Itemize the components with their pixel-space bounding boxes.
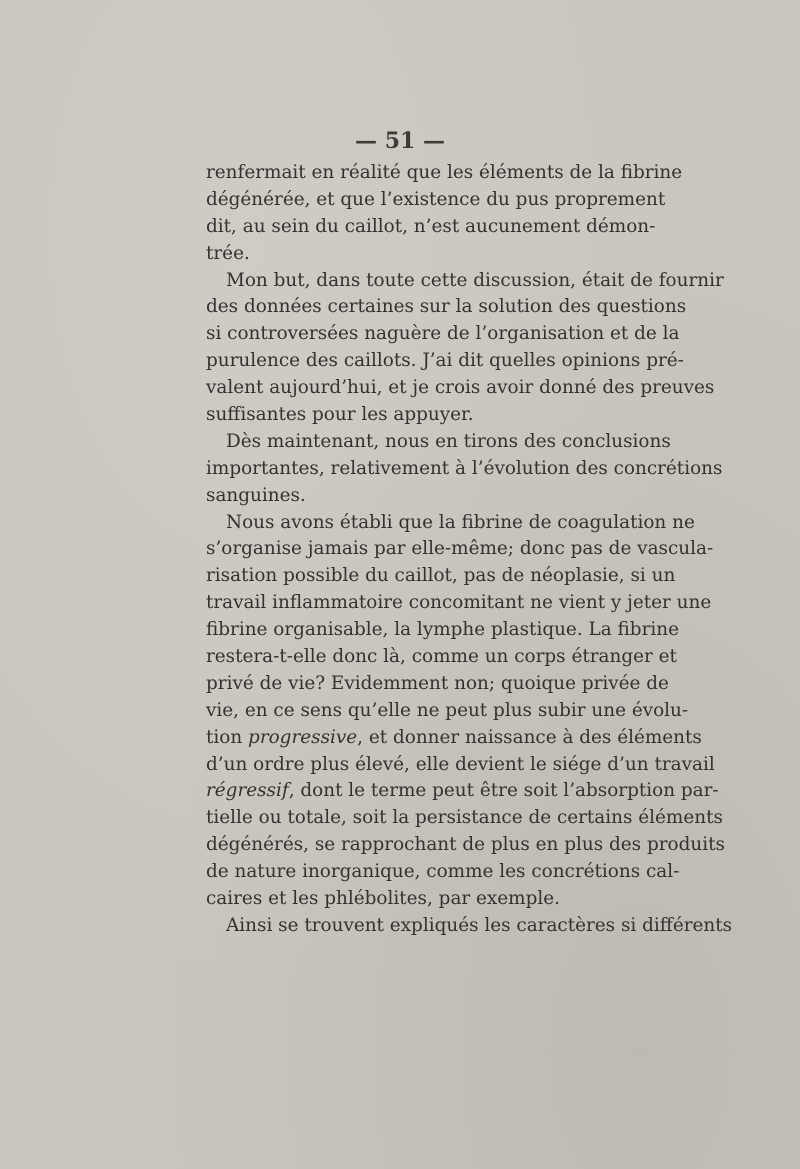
text-line: tielle ou totale, soit la persistance de certains éléments	[206, 807, 723, 829]
text-line: fibrine organisable, la lymphe plastique. La fibrine	[206, 619, 679, 641]
text-line: dégénérée, et que l’existence du pus proprement	[206, 188, 666, 210]
text-line: si controversées naguère de l’organisation et de la	[206, 323, 680, 345]
text-line	[206, 725, 702, 752]
text-segment: , dont le terme peut être soit l’absorption par-	[288, 780, 719, 802]
text-line: caires et les phlébolites, par exemple.	[206, 888, 561, 910]
text-line: importantes, relativement à l’évolution des concrétions	[206, 457, 723, 479]
body-text	[206, 160, 733, 940]
text-segment: , et donner naissance à des éléments	[357, 726, 702, 748]
text-line: d’un ordre plus élevé, elle devient le siége d’un travail	[206, 753, 715, 775]
text-line: restera-t-elle donc là, comme un corps étranger et	[206, 646, 677, 668]
text-line: suffisantes pour les appuyer.	[206, 404, 474, 426]
text-line: s’organise jamais par elle-même; donc pas de vascula-	[206, 538, 714, 560]
text-line: risation possible du caillot, pas de néoplasie, si un	[206, 565, 676, 587]
page-number: — 51 —	[355, 128, 445, 154]
text-line: dit, au sein du caillot, n’est aucunement démon-	[206, 215, 656, 237]
italic-term: progressive	[248, 726, 358, 748]
text-line: dégénérés, se rapprochant de plus en plus des produits	[206, 834, 725, 856]
text-line: Dès maintenant, nous en tirons des conclusions	[226, 430, 671, 452]
text-line: de nature inorganique, comme les concrétions cal-	[206, 861, 680, 883]
text-line	[206, 778, 719, 805]
text-line: purulence des caillots. J’ai dit quelles opinions pré-	[206, 350, 684, 372]
text-line: Mon but, dans toute cette discussion, était de fournir	[226, 269, 724, 291]
text-line: renfermait en réalité que les éléments de la fibrine	[206, 162, 683, 183]
text-line: Nous avons établi que la fibrine de coagulation ne	[226, 511, 695, 533]
text-line: Ainsi se trouvent expliqués les caractères si différents	[226, 914, 733, 936]
text-line: privé de vie? Evidemment non; quoique privée de	[206, 672, 669, 694]
text-line: travail inflammatoire concomitant ne vient y jeter une	[206, 592, 712, 614]
text-segment: tion	[206, 726, 249, 748]
text-line: des données certaines sur la solution des questions	[206, 296, 687, 318]
text-line: trée.	[206, 242, 250, 264]
italic-term: régressif	[206, 780, 289, 802]
text-line: valent aujourd’hui, et je crois avoir donné des preuves	[206, 377, 715, 399]
text-line: vie, en ce sens qu’elle ne peut plus subir une évolu-	[206, 699, 689, 721]
text-line: sanguines.	[206, 484, 306, 506]
